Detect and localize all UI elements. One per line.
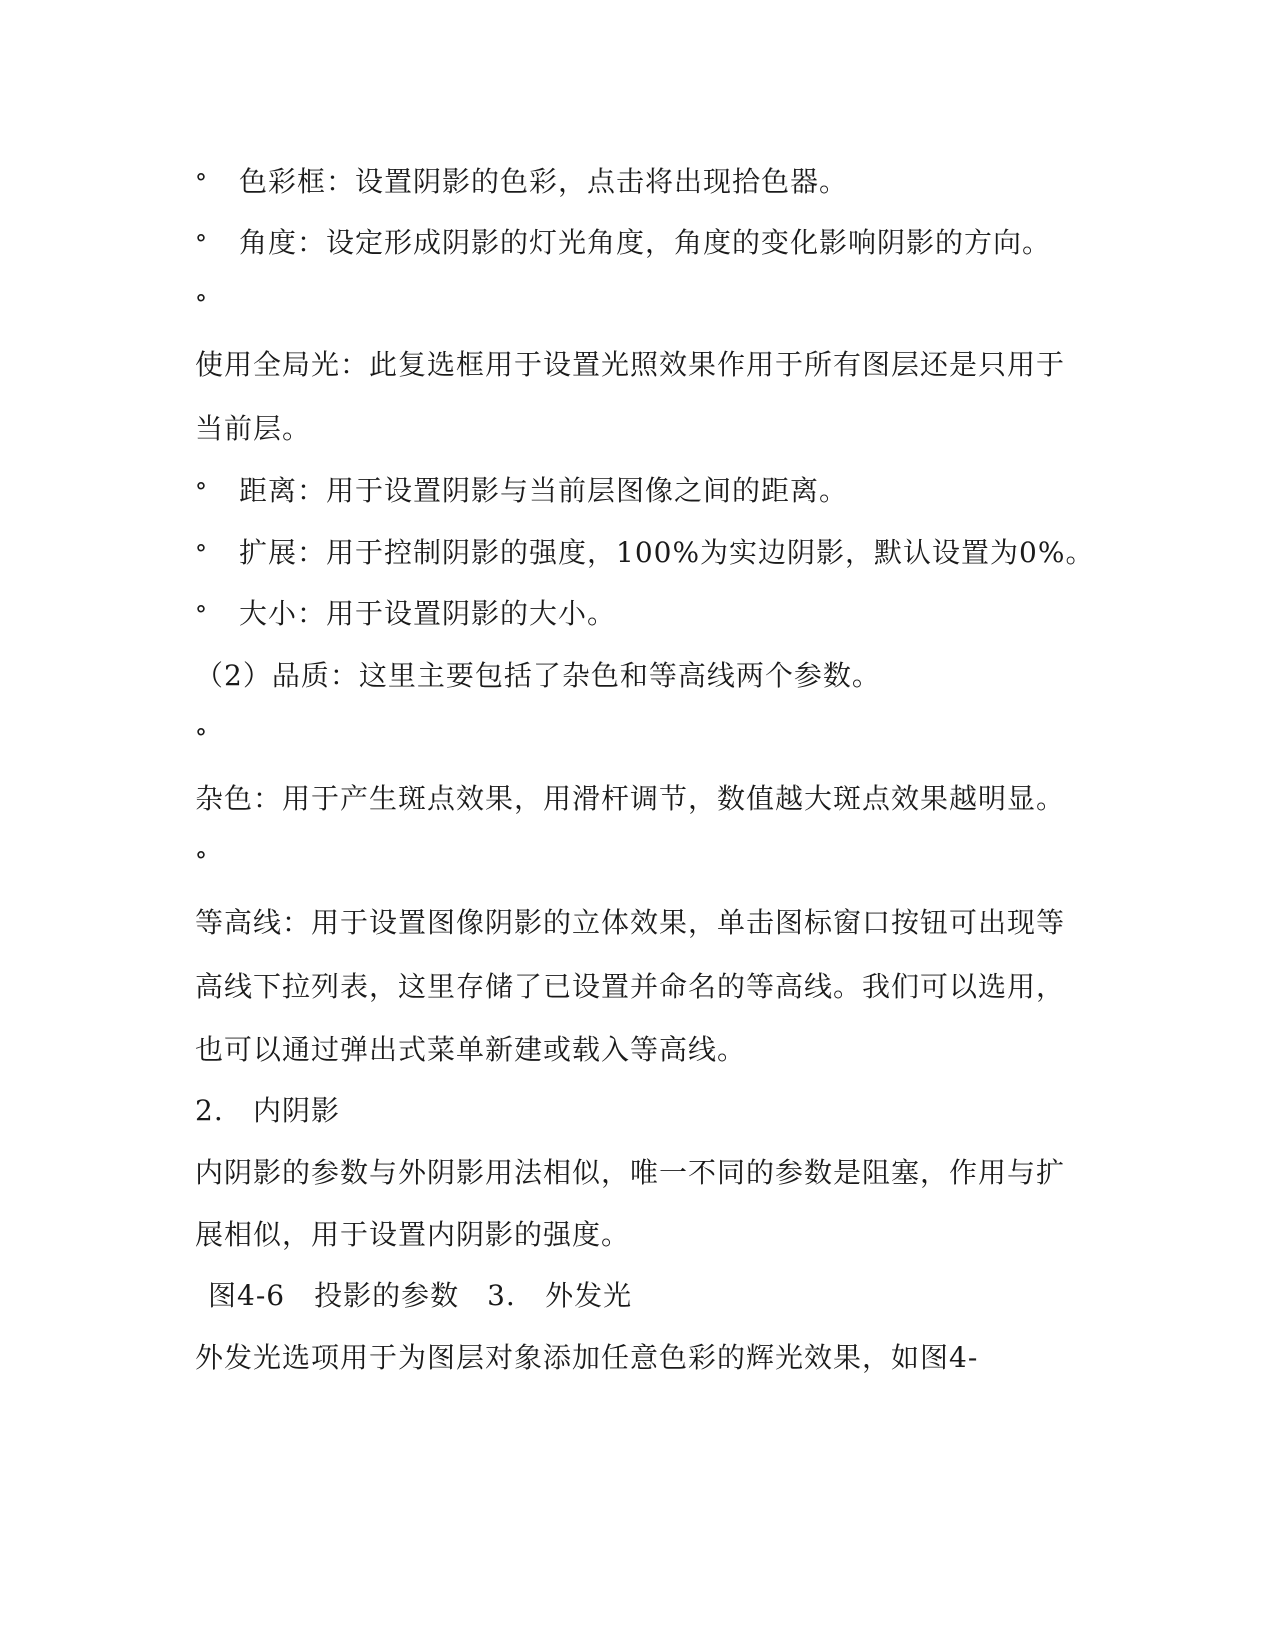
section-title: 外发光: [545, 1279, 633, 1312]
paragraph-line: 高线下拉列表，这里存储了已设置并命名的等高线。我们可以选用，: [195, 970, 1066, 1003]
bullet-text: 大小：用于设置阴影的大小。: [239, 597, 617, 630]
bullet-item-distance: [195, 473, 848, 510]
paragraph-line: 展相似，用于设置内阴影的强度。: [195, 1218, 631, 1251]
section-title: 内阴影: [253, 1094, 341, 1127]
bullet-text: 距离：用于设置阴影与当前层图像之间的距离。: [239, 474, 849, 507]
section-number: 3.: [487, 1279, 516, 1312]
figure-caption: 图4-6 投影的参数: [208, 1279, 460, 1312]
bullet-item-angle: [195, 225, 1051, 262]
bullet-mark-standalone: °: [195, 724, 208, 752]
bullet-mark: °: [195, 540, 208, 568]
bullet-mark: °: [195, 169, 208, 197]
bullet-item-spread: [195, 535, 1094, 572]
bullet-text: 色彩框：设置阴影的色彩，点击将出现拾色器。: [239, 165, 849, 198]
paragraph-line: 当前层。: [195, 412, 312, 445]
bullet-mark: °: [195, 601, 208, 629]
paragraph-line: 也可以通过弹出式菜单新建或载入等高线。: [195, 1033, 747, 1066]
bullet-item-size: [195, 596, 616, 633]
paragraph-line: 外发光选项用于为图层对象添加任意色彩的辉光效果，如图4-: [195, 1341, 979, 1374]
paragraph-line: 杂色：用于产生斑点效果，用滑杆调节，数值越大斑点效果越明显。: [195, 782, 1066, 815]
bullet-item-color-box: [195, 164, 848, 201]
bullet-mark: °: [195, 230, 208, 258]
bullet-text: 角度：设定形成阴影的灯光角度，角度的变化影响阴影的方向。: [239, 226, 1052, 259]
paragraph-line: （2）品质：这里主要包括了杂色和等高线两个参数。: [195, 659, 881, 692]
bullet-text: 扩展：用于控制阴影的强度，100%为实边阴影，默认设置为0%。: [239, 536, 1095, 569]
bullet-mark-standalone: °: [195, 290, 208, 318]
section-number: 2.: [195, 1094, 224, 1127]
bullet-mark: °: [195, 478, 208, 506]
paragraph-line: 使用全局光：此复选框用于设置光照效果作用于所有图层还是只用于: [195, 348, 1066, 381]
section-heading-inner-shadow: [195, 1093, 340, 1129]
figure-caption-and-heading: [208, 1278, 632, 1314]
paragraph-line: 等高线：用于设置图像阴影的立体效果，单击图标窗口按钮可出现等: [195, 906, 1066, 939]
paragraph-line: 内阴影的参数与外阴影用法相似，唯一不同的参数是阻塞，作用与扩: [195, 1156, 1066, 1189]
bullet-mark-standalone: °: [195, 847, 208, 875]
